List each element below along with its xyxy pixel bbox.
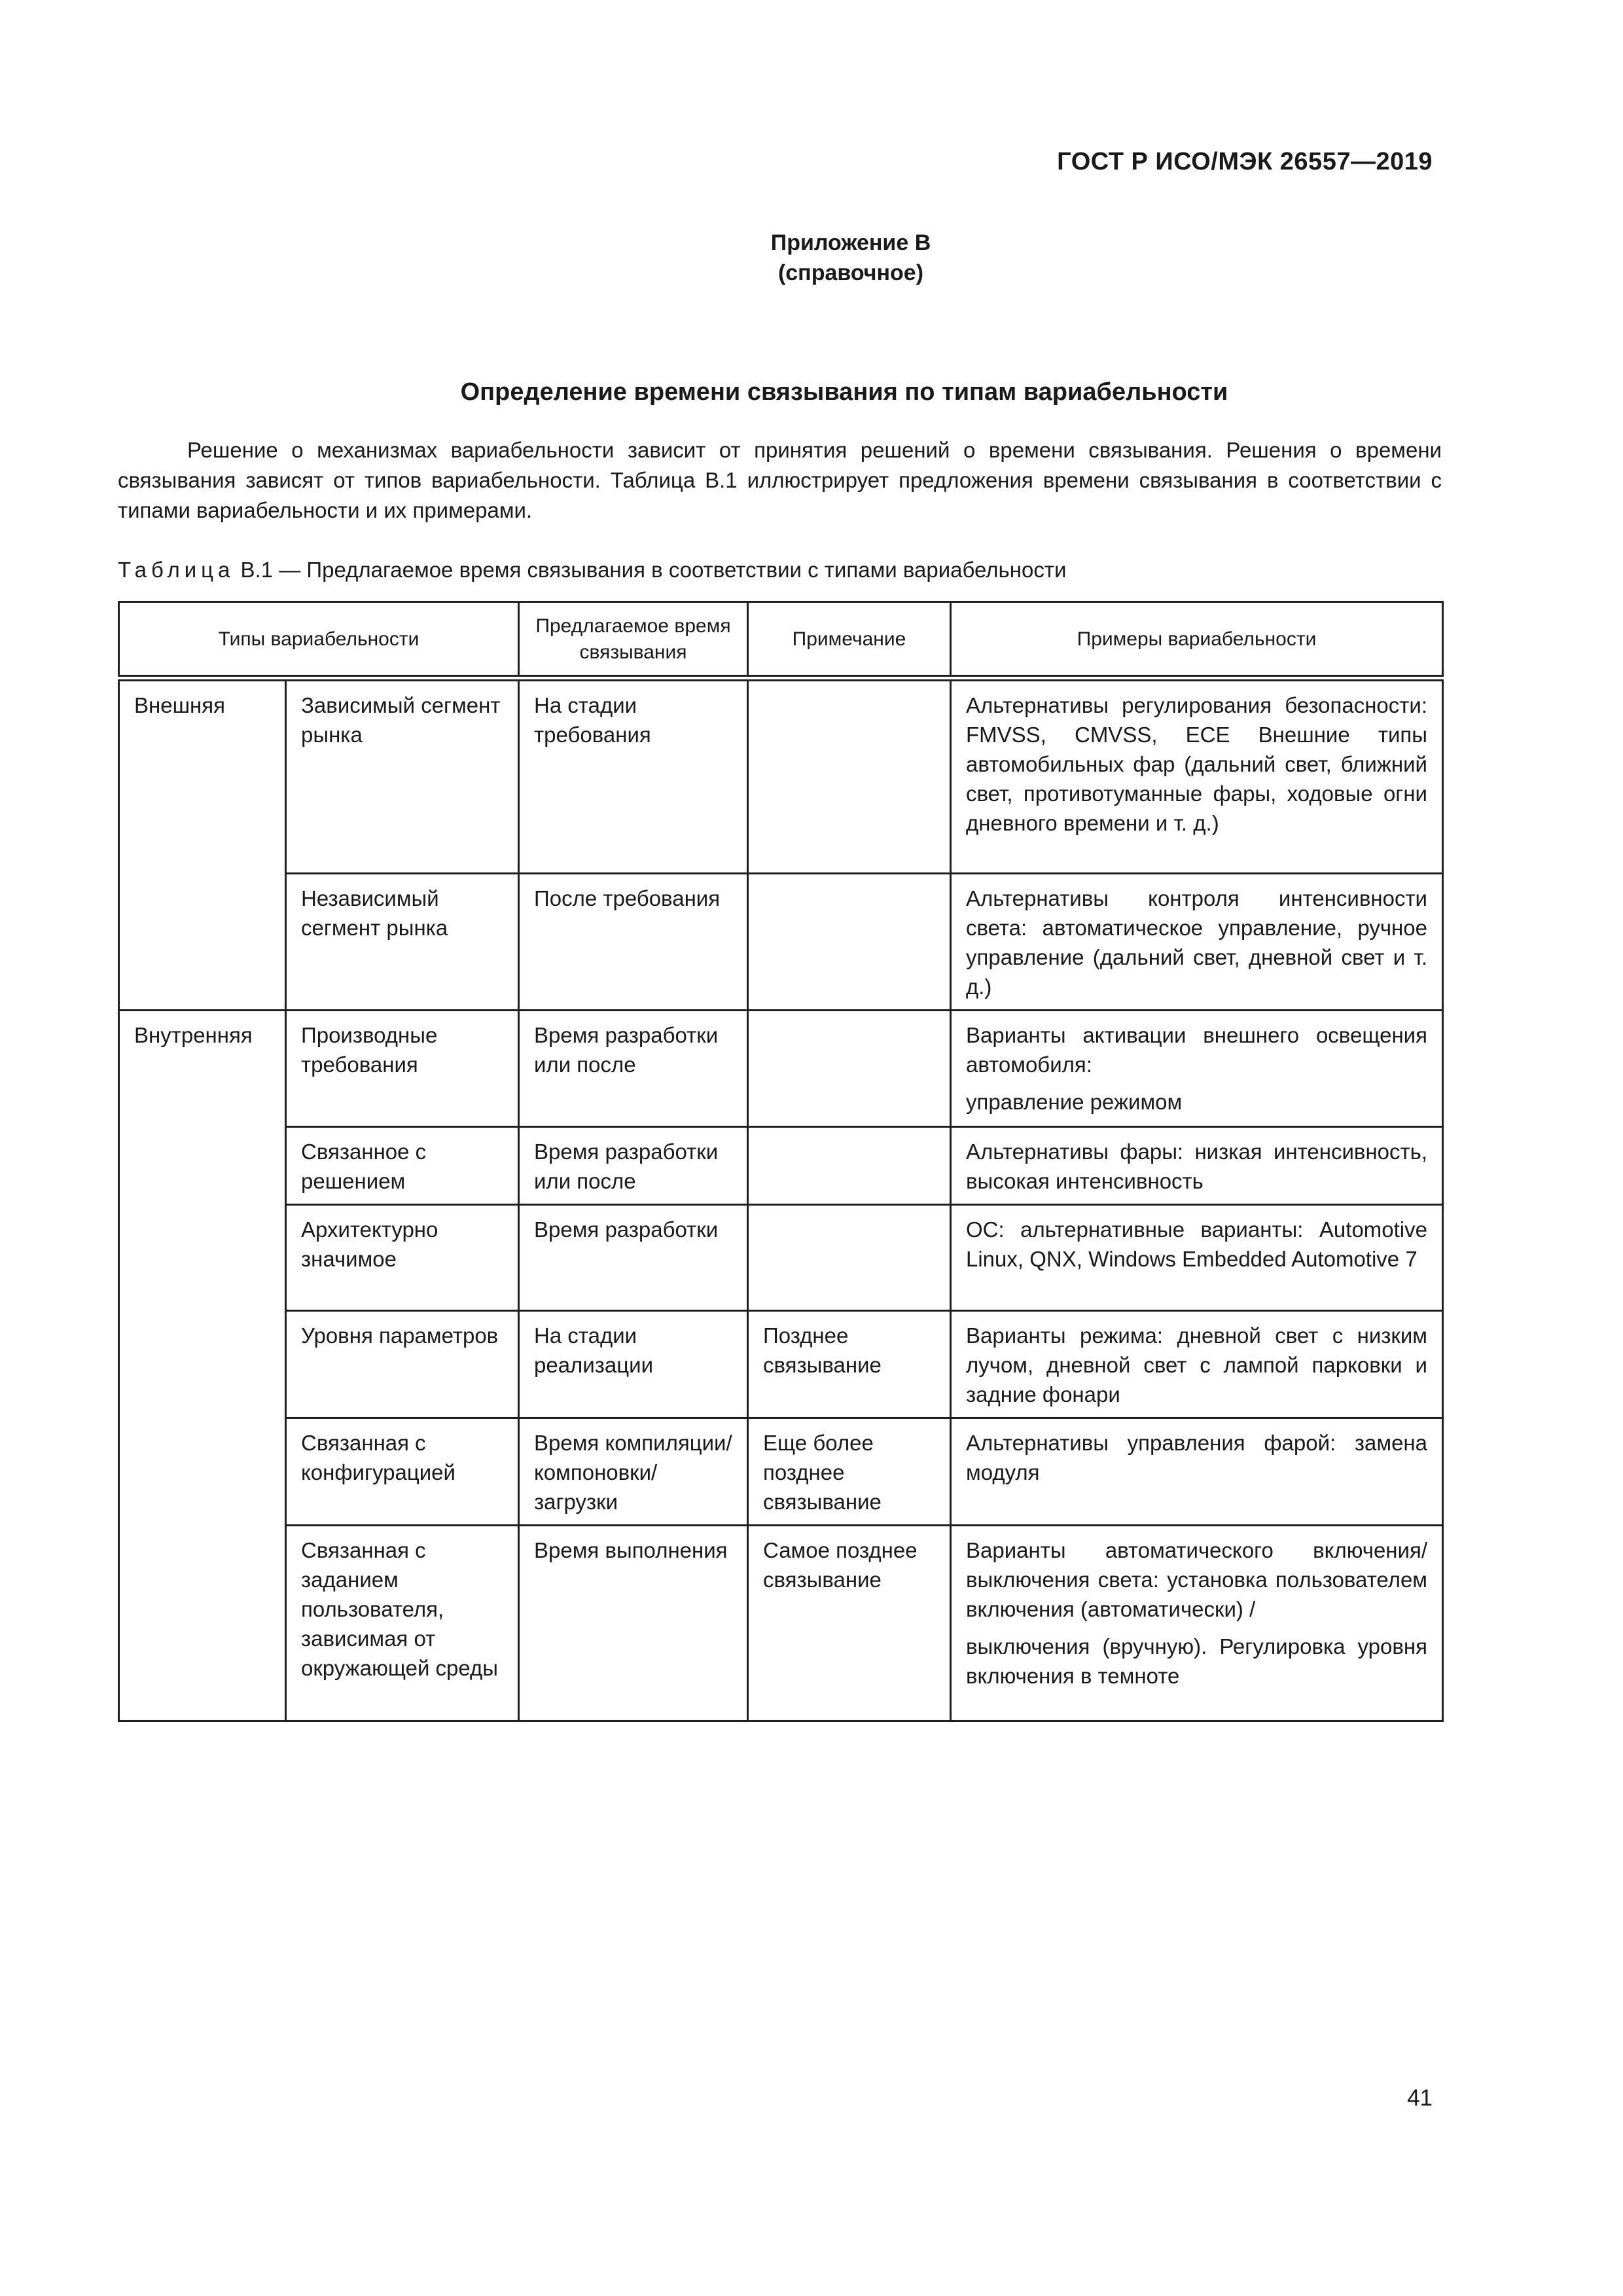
examples-text: Альтернативы контроля интенсивности света: автоматическое управление, ручное управление (дальний свет, дневной свет и т. д.) [966, 886, 1427, 999]
binding-time-cell: На стадии реализации [519, 1310, 748, 1418]
appendix-title: Приложение В [770, 230, 931, 255]
header-note: Примечание [748, 602, 951, 679]
examples-text: Альтернативы фары: низкая интенсивность, высокая интенсивность [966, 1139, 1427, 1193]
subtype-cell: Связанная с заданием пользователя, зависимая от окружающей среды [286, 1525, 519, 1721]
table-row [119, 1418, 1443, 1525]
binding-time-cell: На стадии требования [519, 678, 748, 873]
examples-text: Варианты режима: дневной свет с низким лучом, дневной свет с лампой парковки и задние фонари [966, 1323, 1427, 1407]
document-code: ГОСТ Р ИСО/МЭК 26557—2019 [1057, 148, 1433, 175]
subtype-cell: Связанная с конфигурацией [286, 1418, 519, 1525]
examples-cell [951, 1010, 1443, 1126]
note-cell [748, 1204, 951, 1310]
binding-time-cell: После требования [519, 873, 748, 1010]
examples-text: управление режимом [966, 1089, 1183, 1114]
section-title: Определение времени связывания по типам вариабельности [460, 378, 1228, 406]
note-cell: Самое позднее связывание [748, 1525, 951, 1721]
note-cell [748, 1010, 951, 1126]
subtype-cell: Уровня параметров [286, 1310, 519, 1418]
binding-time-cell: Время разработки [519, 1204, 748, 1310]
examples-cell [951, 873, 1443, 1010]
subtype-cell: Независимый сегмент рынка [286, 873, 519, 1010]
table-row [119, 1204, 1443, 1310]
variability-table [118, 601, 1444, 1722]
binding-time-cell: Время разработки или после [519, 1126, 748, 1204]
header-types: Типы вариабельности [119, 602, 519, 679]
subtype-cell: Связанное с решением [286, 1126, 519, 1204]
header-binding-time: Предлагаемое время связывания [519, 602, 748, 679]
table-row [119, 1310, 1443, 1418]
note-cell [748, 1126, 951, 1204]
binding-time-cell: Время компиляции/компоновки/загрузки [519, 1418, 748, 1525]
table-caption-text: В.1 — Предлагаемое время связывания в соответствии с типами вариабельности [234, 558, 1067, 582]
table-caption-label: Таблица [118, 558, 235, 582]
note-cell [748, 678, 951, 873]
binding-time-cell: Время выполнения [519, 1525, 748, 1721]
examples-cell [951, 1418, 1443, 1525]
examples-cell [951, 1126, 1443, 1204]
subtype-cell: Производные требования [286, 1010, 519, 1126]
examples-text: ОС: альтернативные варианты: Automotive Linux, QNX, Windows Embedded Automotive 7 [966, 1217, 1427, 1271]
table-caption [118, 558, 1066, 583]
table-row [119, 1126, 1443, 1204]
table-row [119, 1525, 1443, 1721]
examples-cell [951, 1204, 1443, 1310]
table-header-row [119, 602, 1443, 679]
examples-text: Варианты активации внешнего освещения автомобиля: [966, 1022, 1427, 1077]
table-row [119, 1010, 1443, 1126]
group-cell: Внутренняя [119, 1010, 286, 1721]
examples-text: Альтернативы регулирования безопасности: FMVSS, CMVSS, ECE Внешние типы автомобильных фар (дальний свет, ближний свет, противотуманные фары, ходовые огни дневного времени и т. д.) [966, 693, 1427, 835]
header-examples: Примеры вариабельности [951, 602, 1443, 679]
appendix-heading [0, 228, 1623, 288]
examples-text: выключения (вручную). Регулировка уровня включения в темноте [966, 1634, 1427, 1688]
subtype-cell: Архитектурно значимое [286, 1204, 519, 1310]
examples-cell [951, 1310, 1443, 1418]
subtype-cell: Зависимый сегмент рынка [286, 678, 519, 873]
table-row [119, 678, 1443, 873]
note-cell: Позднее связывание [748, 1310, 951, 1418]
examples-cell [951, 1525, 1443, 1721]
note-cell [748, 873, 951, 1010]
group-cell: Внешняя [119, 678, 286, 1010]
binding-time-cell: Время разработки или после [519, 1010, 748, 1126]
appendix-subtitle: (справочное) [777, 260, 924, 285]
examples-cell [951, 678, 1443, 873]
examples-text: Альтернативы управления фарой: замена модуля [966, 1430, 1427, 1484]
page-number: 41 [1407, 2085, 1433, 2111]
note-cell: Еще более позднее связывание [748, 1418, 951, 1525]
table-row [119, 873, 1443, 1010]
examples-text: Варианты автоматического включения/выключения света: установка пользователем включения (автоматически) / [966, 1537, 1427, 1621]
intro-paragraph: Решение о механизмах вариабельности зависит от принятия решений о времени связывания. Решения о времени связывания зависят от типов вариабельности. Таблица В.1 иллюстрирует предложения времени связывания в соответствии с типами вариабельности и их примерами. [118, 438, 1442, 522]
